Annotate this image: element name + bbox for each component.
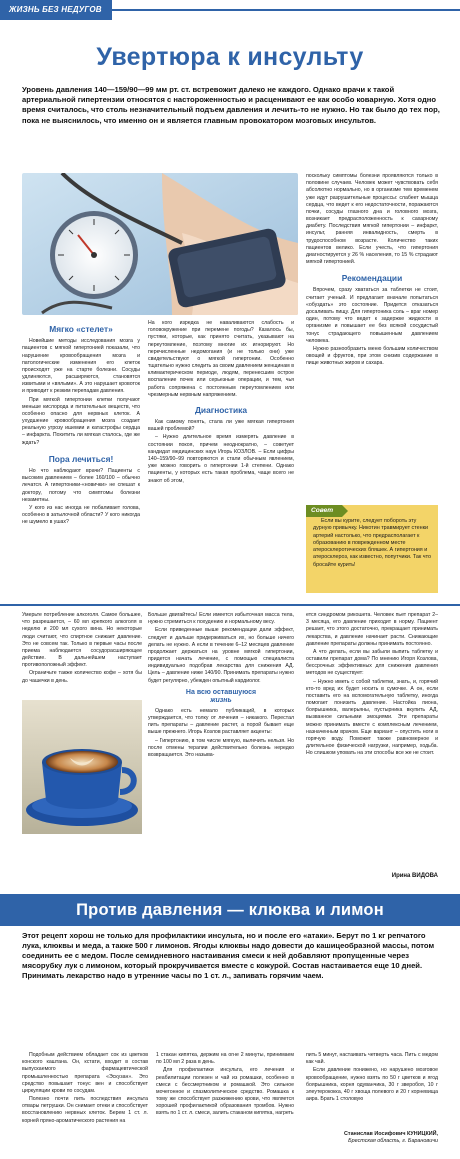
signoff-city: Брестская область, г. Барановичи xyxy=(348,1138,438,1145)
paragraph: ется синдромом рикошета. Человек пьет препарат 2–3 месяца, его давление приходит в норму. Пациент решает, что этого достаточно, прекращает принимать лекарства, и давление начинает расти. Снижающие давление препараты должны принимать постоянно. xyxy=(306,612,438,647)
section-banner xyxy=(0,894,460,926)
paragraph: Ограничьте также количество кофе – хотя бы до чашечки в день. xyxy=(22,670,142,684)
recipe-lead: Этот рецепт хорош не только для профилактики инсульта, но и после его «атаки». Берут по 1 кг репчатого лука, клюквы и меда, а также 500 г лимонов. Ягоды клюквы надо довести до кашицеобразной массы, потом соединить ее с медом. После семидневного настаивания смеси к ней добавляют пропущенные через мясорубку лук с лимоном, который прокручивается вместе с кожурой. Состав настаивается еще 10 дней. Принимать лекарство надо в утренние часы по 1 ст. л., запивать горячим чаем. xyxy=(22,931,435,981)
paragraph: Как самому понять, стала ли уже мягкая гипертония вашей проблемой? xyxy=(148,419,294,433)
paragraph: Нужно разнообразить меню большим количеством овощей и фруктов, при этом снизив содержание в пище животных жиров и сахара. xyxy=(306,345,438,367)
paragraph: Умерьте потребление алкоголя. Самое большее, что разрешается, – 60 мл крепкого алкоголя в неделю и 200 мл сухого вина. Но некоторые люди считают, что спиртное снижает давление. Это не совсем так. Только в первые часы после приема наблюдается сосудорасширяющее действие. В дальнейшем наступает противоположный эффект. xyxy=(22,612,142,669)
part3-column-1 xyxy=(22,1052,148,1126)
column-2 xyxy=(148,320,294,486)
part2-column-2 xyxy=(148,612,294,760)
part2-column-1 xyxy=(22,612,142,686)
article-title: Увертюра к инсульту xyxy=(96,43,364,71)
paragraph: На кого изредка не наваливаются слабость и головокружение при перемене погоды? Казалось бы, пустяки, которые, как принято считать, указывают на переутомление, поэтому многие их игнорируют. Но перечисленные недомогания (и не только они) уже свидетельствуют о мягкой гипертонии. Особенно тщательно нужно следить за своим давлением женщинам в климактерическом периоде, людям, перенесшим острое воспаление почек или серьезные операции, и тем, чья работа сопряжена с постоянным переутомлением или чрезмерным нервным напряжением. xyxy=(148,320,294,398)
section-divider xyxy=(0,604,460,606)
paragraph: У кого из нас иногда не побаливает голова, особенно в затылочной области? У кого никогда не шумело в ушах? xyxy=(22,504,140,526)
heading-diagnostics: Диагностика xyxy=(194,404,248,415)
part3-column-3 xyxy=(306,1052,438,1104)
paragraph: пить 5 минут, настаивать четверть часа. Пить с медом как чай. xyxy=(306,1052,438,1066)
paragraph: – Гипертонию, в том числе мягкую, вылечить нельзя. Но после отмены терапии действительно болезнь нередко возвращается. Это называ- xyxy=(148,737,294,758)
signoff-name: Станислав Иосифович КУНИЦКИЙ, xyxy=(344,1131,438,1137)
part3-column-2 xyxy=(156,1052,294,1119)
paragraph: Но что наблюдают врачи? Пациенты с высоким давлением – более 160/100 – обычно лечатся. А гипертоники-«новички» не спешат к доктору, потому что симптомы болезни незаметны. xyxy=(22,468,140,503)
signoff xyxy=(344,1131,438,1145)
article-lead: Уровень давления 140—159/90—99 мм рт. ст. встревожит далеко не каждого. Однако врачи к такой артериальной гипертензии относятся с настороженностью и расценивают ее как особо коварную. Хотя одно время считалось, что столь незначительный подъем давления и лечить-то не нужно. Но так было до тех пор, пока не выяснилось, что именно он и является главным провокатором мозговых инсультов. xyxy=(22,85,440,125)
column-3 xyxy=(306,173,438,368)
paragraph: Если приведенные выше рекомендации дали эффект, следует и дальше придерживаться их, но больше ничего делать не нужно. А если в течение 6–12 месяцев давление продолжает держаться на уровне мягкой гипертонии, придется начать лечение, с помощью специалиста индивидуально подобрав лекарства для снижения АД. Цель – давление ниже 140/90. Принимать препараты нужно будет регулярно, убежден опытный кардиолог. xyxy=(148,627,294,684)
paragraph: – Нужно длительное время измерять давление в состоянии покоя, причем неоднократно, – советует кандидат медицинских наук Игорь КОЗЛОВ. – Если цифры 140–159/90–99 повторяются и стали обычным явлением, уже можно говорить о гипертонии 1-й степени. Однако пациенты, у которых есть такая проблема, чаще всего не знают об этом, xyxy=(148,434,294,484)
heading-lifelong-line2: жизнь xyxy=(210,696,232,704)
paragraph: поскольку симптомы болезни проявляются только в половине случаев. Человек может чувствовать себя абсолютно нормально, но в организме тем временем уже идут разрушительные процессы: слабеет мышца сердца, что ведет к его недостаточности, поражаются почки, сосуды глазного дна и головного мозга, возникает предрасположенность к сахарному диабету. Последствия мягкой гипертонии – инфаркт, инсульт, ранняя инвалидность, смерть в трудоспособном возрасте. Количество таких пациентов велико. Если учесть, что гипертония диагностируется у 26 % населения, то 15 % страдают мягкой гипертонией. xyxy=(306,173,438,266)
heading-soft: Мягко «стелет» xyxy=(49,324,113,334)
author-signature: Ирина ВИДОВА xyxy=(391,873,438,879)
rubric-text: ЖИЗНЬ БЕЗ НЕДУГОВ xyxy=(9,5,102,14)
paragraph: Больше двигайтесь! Если имеется избыточная масса тела, нужно стремиться к похудению и нормальному весу. xyxy=(148,612,294,626)
column-1 xyxy=(22,320,140,527)
header-rule xyxy=(112,9,460,11)
advice-text: Если вы курите, следует побороть эту дурную привычку. Никотин травмирует стенки артерий настолько, что предрасполагает к образованию в поврежденном месте атеросклеротических бляшек. А гипертония и атеросклероз, как известно, попутчики. Так что бросайте курить! xyxy=(313,518,431,568)
paragraph: 1 стакан кипятка, держим на огне 2 минуты, принимаем по 100 мл 2 раза в день. xyxy=(156,1052,294,1066)
banner-title: Против давления — клюква и лимон xyxy=(76,901,384,919)
paragraph: Впрочем, сразу хвататься за таблетки не стоит, считает ученый. И предлагает вначале попытаться «обуздать» это состояние. Придется отказаться досаливать пищу. Для гипертоника соль – враг номер один, потому что ведет к задержке жидкости в организме и повышает ее без всякой сосудистый тонус страдающего повышенным давлением человека. xyxy=(306,287,438,344)
paragraph: А что делать, если вы забыли выпить таблетку и оставили препарат дома? По мнению Игоря Козлова, бессрочных эффективных для снижения давления методов не существует: xyxy=(306,648,438,677)
heading-treat: Пора лечиться! xyxy=(48,453,114,464)
paragraph: При мягкой гипертонии клетки получают меньше кислорода и питательных веществ, что особенно опасно для нервных клеток. А ухудшение кровообращения мозга создает реальную угрозу ишемии и катастрофы сердца – инфаркта. Похитить ли мягкая сталось, где же ждать? xyxy=(22,396,140,446)
heading-recommendations: Рекомендации xyxy=(341,273,403,284)
advice-tag: Совет xyxy=(306,505,342,517)
paragraph: Однако есть немало публикаций, в которых утверждается, что толку от лечения – никакого. Перестал пить препараты – давление растет, а порой бывает еще выше прежнего. Игорь Козлов раставляет акценты: xyxy=(148,707,294,736)
heading-lifelong xyxy=(148,689,294,705)
coffee-cup-photo xyxy=(22,700,142,834)
paragraph: Для профилактики инсульта, его лечения и реабилитации полезен и чай из ромашки, особенно в смеси с бессмертником и ромашкой. Это сильное мочегонное и спазмолитическое средство. Ромашка к тому же способствует разжижению крови, что является хорошей профилактикой образования тромбов. Нужно взять по 1 ст. л. смеси, залить стаканом кипятка, нагреть xyxy=(156,1067,294,1117)
paragraph: Новейшие методы исследования мозга у пациентов с мягкой гипертонией показали, что нарушение кровообращения мозга и патологические изменения его клеток происходят уже на старте болезни. Сосуды удлиняются, расширяются, становятся извитыми и «вялыми». А это нарушает кровоток и приводит к резким перепадам давления. xyxy=(22,338,140,395)
paragraph: – Нужно иметь с собой таблетки, знать, и, горячий кто-то вред их будет носить в сумочке. А он, если поставить его на вспомогательную таблетку, иногда помогает понизить давление. Настойка пиона, боярышника, валерьяны, пустырника вкупить АД, вызванное сильными эмоциями. Эти препараты можно принимать вместе с комплексным лечением, назначенным врачом. Еще вариант – опустить ноги в горячую воду. Поможет также равномерное и длительное физической нагрузки, например, ходьба. Но слишком уповать на эти способы все же не стоит. xyxy=(306,678,438,757)
heading-lifelong-line1: На всю оставшуюся xyxy=(185,688,257,696)
advice-box xyxy=(306,505,438,593)
paragraph: Подобным действием обладает сок из цветков конского каштана. Он, кстати, входит в состав выпускаемого фармацевтической промышленностью препарата «Эскузан». Это средство повышает тонус вен и способствует циркуляции крови по сосудам. xyxy=(22,1052,148,1094)
paragraph: Полезно почти пить последствия инсульта отвары петрушки. Он снимает отеки и способствует восстановлению нервных клеток. Берем 1 ст. л. корней пряно-ароматического растения на xyxy=(22,1096,148,1124)
blood-pressure-photo xyxy=(22,173,298,315)
part2-column-3 xyxy=(306,612,438,758)
paragraph: Если давление понижено, но нарушено мозговое кровообращение, нужно взять по 50 г цветков и ягод боярышника, корня одуванчика, 30 г зверобоя, 10 г элеутерококка, 40 г хвоща полевого и 20 г корневища аира. Брать 1 столовую xyxy=(306,1067,438,1103)
rubric-label xyxy=(0,0,112,20)
